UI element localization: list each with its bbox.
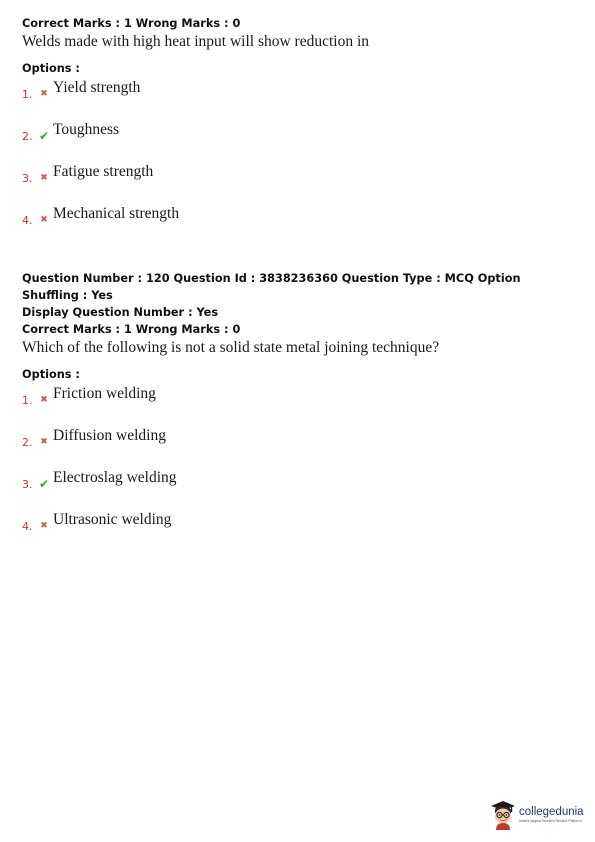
- wrong-mark-icon: ✖: [40, 89, 48, 99]
- options-label: Options :: [22, 62, 80, 75]
- option-item: [22, 384, 577, 426]
- option-number: 2.: [22, 436, 33, 449]
- option-item: [22, 120, 577, 162]
- option-text: Diffusion welding: [53, 427, 166, 444]
- option-item: [22, 468, 577, 510]
- option-item: [22, 162, 577, 204]
- option-text: Toughness: [53, 121, 120, 138]
- collegedunia-logo: [490, 798, 590, 832]
- question-block-2: [22, 270, 577, 552]
- option-text: Yield strength: [53, 79, 141, 96]
- correct-check-icon: ✔: [38, 477, 50, 491]
- option-number: 3.: [22, 172, 33, 185]
- option-number: 1.: [22, 394, 33, 407]
- option-item: [22, 78, 577, 120]
- option-number: 1.: [22, 88, 33, 101]
- marks-line: Correct Marks : 1 Wrong Marks : 0: [22, 323, 241, 336]
- option-text: Fatigue strength: [53, 163, 154, 180]
- wrong-mark-icon: ✖: [40, 521, 48, 531]
- option-number: 3.: [22, 478, 33, 491]
- option-text: Electroslag welding: [53, 469, 177, 486]
- student-mascot-icon: [490, 800, 516, 830]
- option-item: [22, 510, 577, 552]
- question-stem: Which of the following is not a solid state metal joining technique?: [22, 339, 440, 356]
- option-text: Mechanical strength: [53, 205, 180, 222]
- option-text: Ultrasonic welding: [53, 511, 172, 528]
- option-number: 4.: [22, 214, 33, 227]
- correct-check-icon: ✔: [38, 129, 50, 143]
- option-item: [22, 204, 577, 246]
- display-question-number: Display Question Number : Yes: [22, 306, 219, 319]
- question-block-1: [22, 15, 577, 246]
- wrong-mark-icon: ✖: [40, 215, 48, 225]
- logo-tagline: India's largest Student Review Platform: [519, 819, 582, 823]
- option-text: Friction welding: [53, 385, 156, 402]
- option-item: [22, 426, 577, 468]
- question-header: Question Number : 120 Question Id : 3838236360 Question Type : MCQ Option Shuffling : Yes: [22, 272, 521, 302]
- options-label: Options :: [22, 368, 80, 381]
- wrong-mark-icon: ✖: [40, 437, 48, 447]
- wrong-mark-icon: ✖: [40, 395, 48, 405]
- option-number: 4.: [22, 520, 33, 533]
- logo-wordmark: collegedunia: [519, 806, 584, 818]
- wrong-mark-icon: ✖: [40, 173, 48, 183]
- marks-line: Correct Marks : 1 Wrong Marks : 0: [22, 17, 241, 30]
- option-number: 2.: [22, 130, 33, 143]
- question-stem: Welds made with high heat input will show reduction in: [22, 33, 370, 50]
